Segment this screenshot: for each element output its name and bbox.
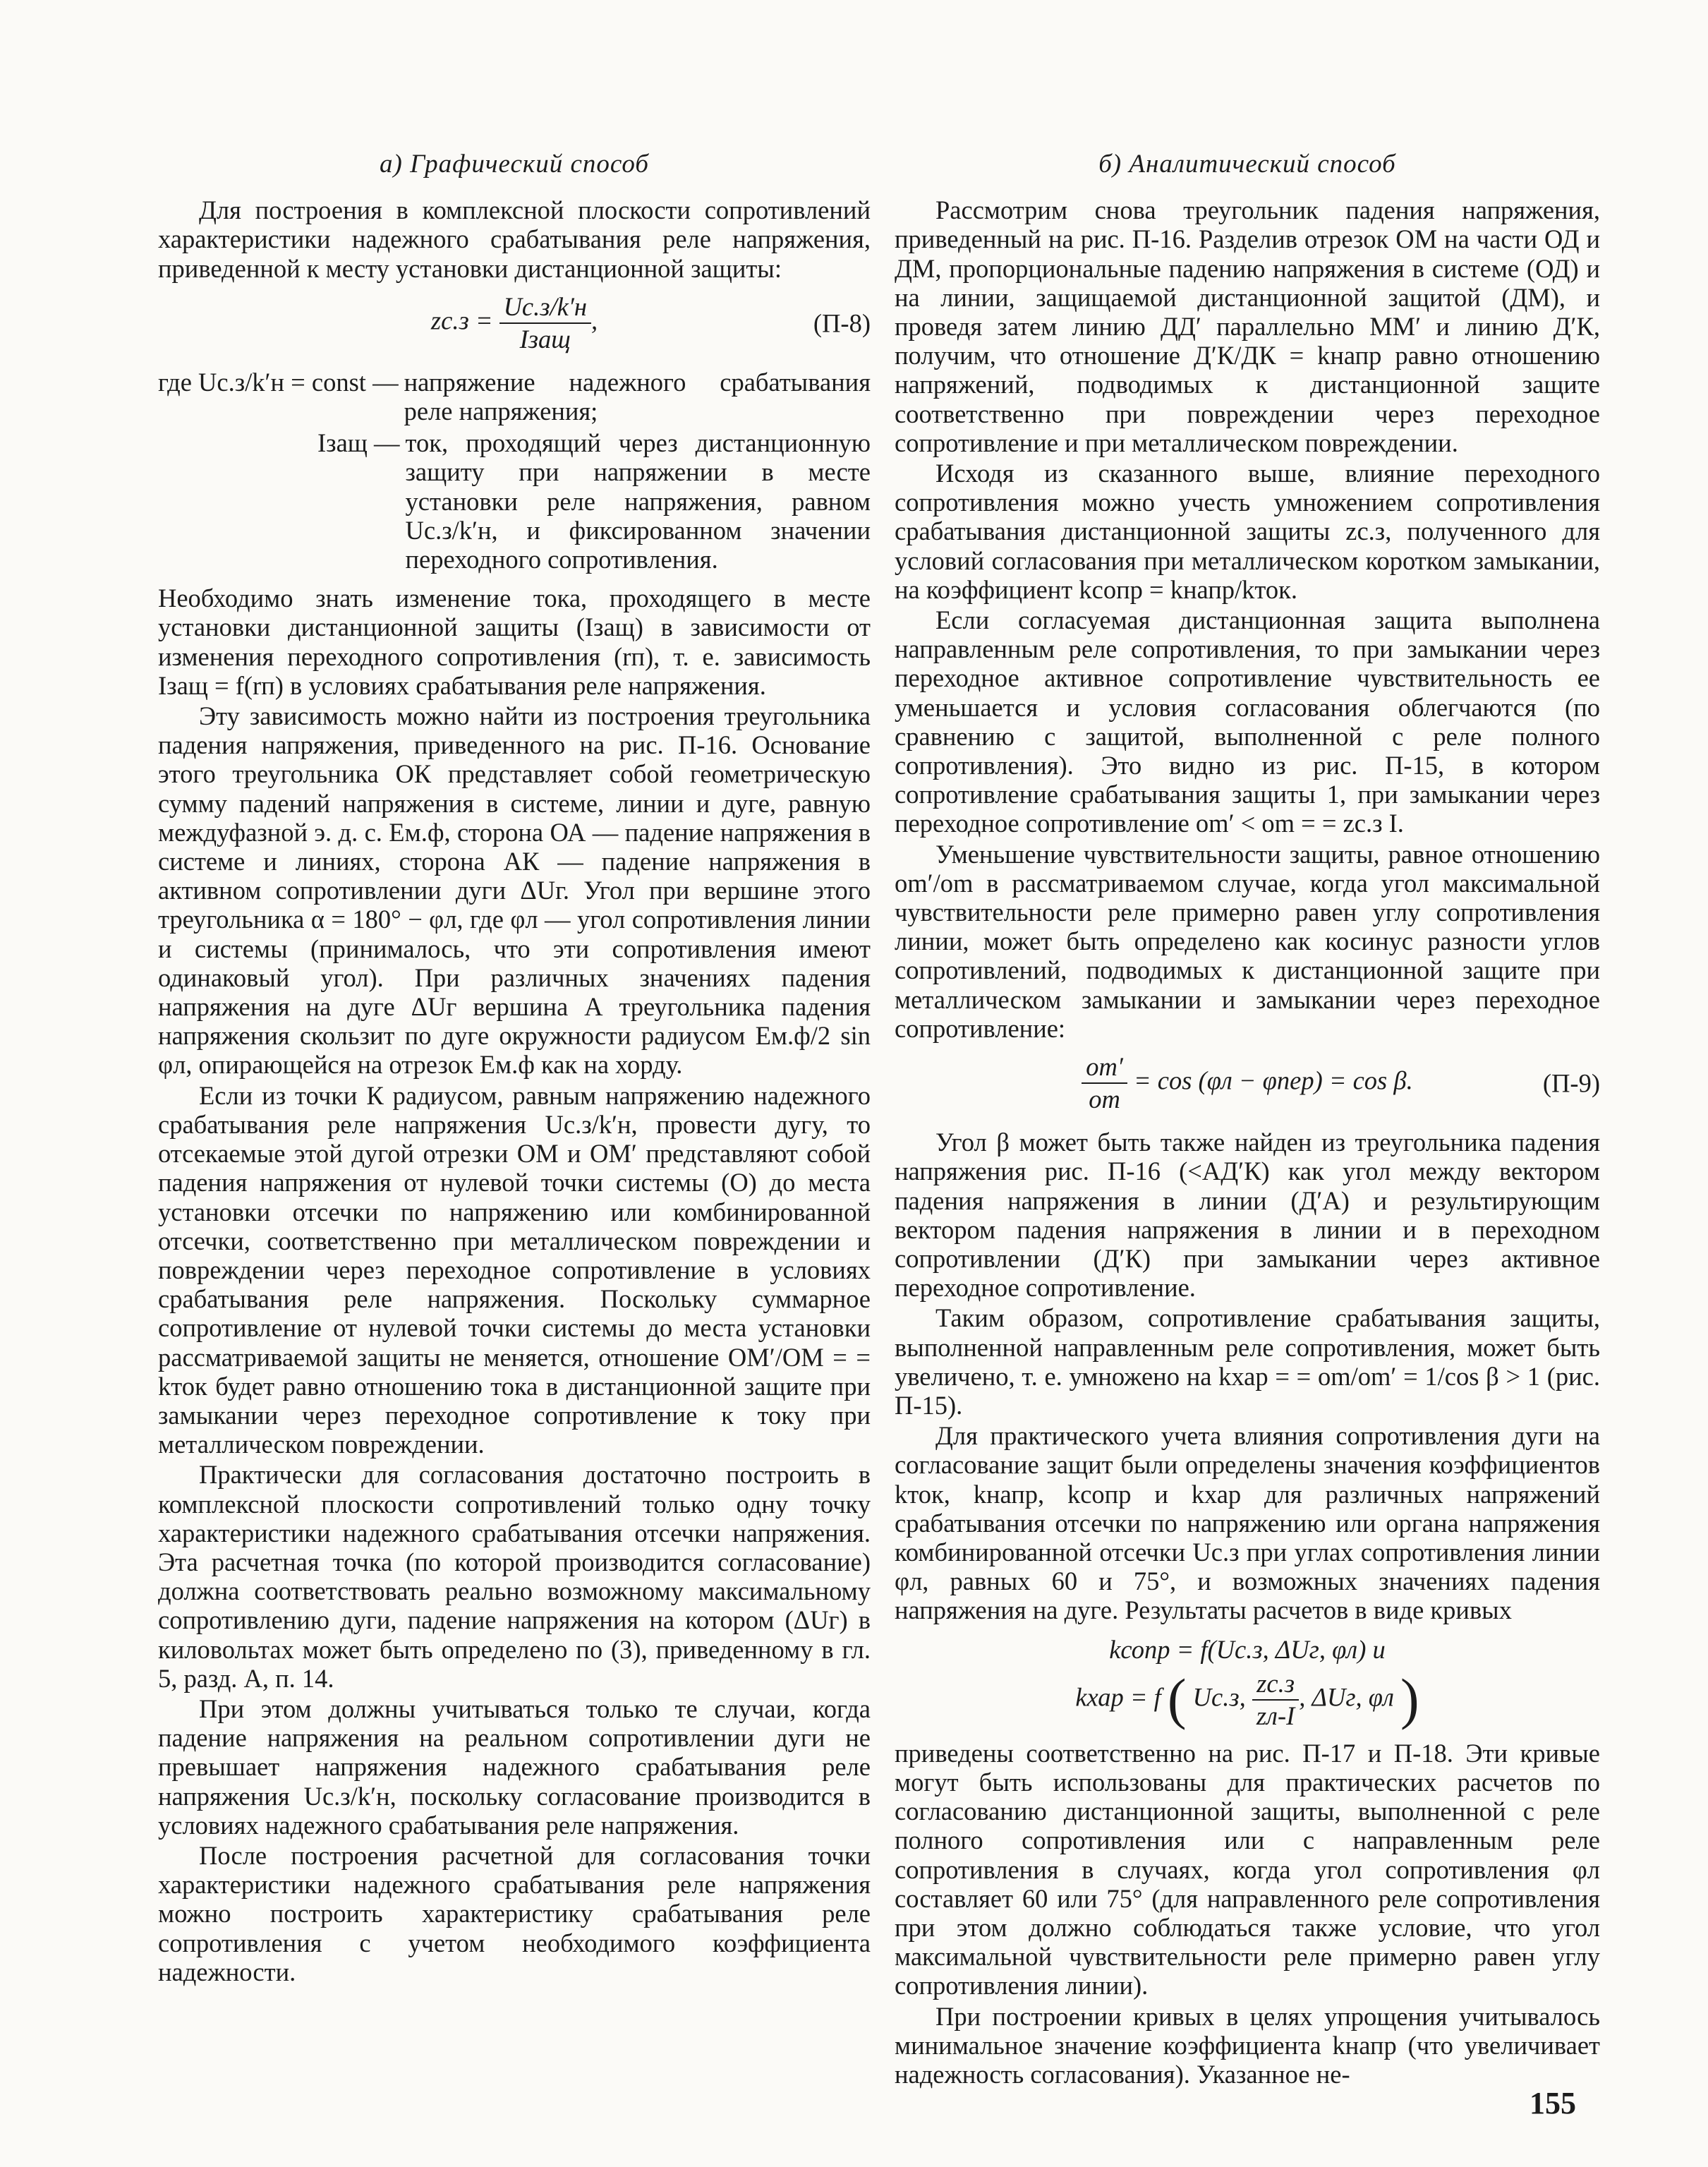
paragraph: Если из точки К радиусом, равным напряжению надежного срабатывания реле напряжения Uс.з/k′н, провести дугу, то отсекаемые этой дугой отрезки ОМ и ОМ′ представляют собой падения напряжения от нулевой точки системы (О) до места установки отсечки по напряжению или комбинированной отсечки, соответственно при металлическом повреждении и повреждении через переходное сопротивление в условиях срабатывания реле напряжения. Поскольку суммарное сопротивление от нулевой точки системы до места установки рассматриваемой защиты не меняется, отношение ОМ′/ОМ = = kток будет равно отношению тока в дистанционной защите при замыкании через переходное сопротивление к току при металлическом повреждении. bbox=[158, 1080, 871, 1459]
fraction-denominator: zл-I bbox=[1252, 1699, 1299, 1732]
formula-khar bbox=[895, 1668, 1600, 1732]
left-column bbox=[158, 150, 871, 1986]
fraction-numerator: Uс.з/k′н bbox=[503, 291, 587, 321]
paragraph: При построении кривых в целях упрощения учитывалось минимальное значение коэффициента kнапр (что увеличивает надежность согласования). Указанное не- bbox=[895, 2001, 1600, 2089]
formula-tail: , bbox=[590, 306, 598, 335]
equation-number: (П-8) bbox=[813, 308, 871, 338]
right-paren: ) bbox=[1400, 1668, 1419, 1731]
formula-arg: Uс.з, bbox=[1192, 1682, 1246, 1712]
fraction bbox=[1252, 1668, 1299, 1732]
paragraph: Необходимо знать изменение тока, проходящего в месте установки дистанционной защиты (Iзащ) в зависимости от изменения переходного сопротивления (rп), т. е. зависимость Iзащ = f(rп) в условиях срабатывания реле напряжения. bbox=[158, 584, 871, 700]
equation-number: (П-9) bbox=[1542, 1068, 1600, 1098]
fraction-denominator: om bbox=[1082, 1082, 1127, 1115]
paragraph: приведены соответственно на рис. П-17 и П-18. Эти кривые могут быть использованы для практических расчетов по согласованию дистанционной защиты, выполненной с реле полного сопротивления или с направленным реле сопротивления в случаях, когда угол сопротивления φл составляет 60 или 75° (для направленного реле сопротивления при этом должно соблюдаться также условие, что угол максимальной чувствительности реле примерно равен углу сопротивления линии). bbox=[895, 1738, 1600, 2000]
formula-p9 bbox=[895, 1051, 1600, 1115]
formula-p8 bbox=[158, 291, 871, 355]
paragraph: Если согласуемая дистанционная защита выполнена направленным реле сопротивления, то при замыкании через переходное активное сопротивление чувствительность ее уменьшается и условия согласования облегчаются (по сравнению с защитой, выполненной с реле полного сопротивления). Это видно из рис. П-15, в котором сопротивление срабатывания защиты 1, при замыкании через переходное сопротивление om′ < om = = zс.з I. bbox=[895, 605, 1600, 838]
paragraph: Для практического учета влияния сопротивления дуги на согласование защит были определены значения коэффициентов kток, kнапр, kсопр и kхар для различных напряжений срабатывания отсечки по напряжению или органа напряжения комбинированной отсечки Uс.з при углах сопротивления линии φл, равных 60 и 75°, и возможных значениях падения напряжения на дуге. Результаты расчетов в виде кривых bbox=[895, 1421, 1600, 1625]
definition-text: напряжение надежного срабатывания реле напряжения; bbox=[404, 367, 871, 426]
formula-lhs: zс.з = bbox=[430, 306, 493, 335]
definition-text: ток, проходящий через дистанционную защиту при напряжении в месте установки реле напряжения, равном Uс.з/k′н, и фиксированном значении переходного сопротивления. bbox=[405, 428, 871, 574]
paragraph: При этом должны учитываться только те случаи, когда падение напряжения на реальном сопротивлении дуги не превышает напряжения надежного срабатывания реле напряжения Uс.з/k′н, поскольку согласование производится в условиях надежного срабатывания реле напряжения. bbox=[158, 1694, 871, 1840]
formula-lhs: kхар = f bbox=[1075, 1682, 1161, 1712]
formula-text: kсопр = f(Uс.з, ΔUг, φл) и bbox=[1109, 1634, 1386, 1664]
fraction-denominator: Iзащ bbox=[499, 322, 591, 355]
paragraph: Эту зависимость можно найти из построения треугольника падения напряжения, приведенного на рис. П-16. Основание этого треугольника ОК представляет собой геометрическую сумму падений напряжения в системе, линии и дуге, равную междуфазной э. д. с. Eм.ф, сторона ОА — падение напряжения в системе и линиях, сторона АК — падение напряжения в активном сопротивлении дуги ΔUг. Угол при вершине этого треугольника α = 180° − φл, где φл — угол сопротивления линии и системы (принималось, что эти сопротивления имеют одинаковый угол). При различных значениях падения напряжения на дуге ΔUг вершина А треугольника падения напряжения скользит по дуге окружности радиусом Eм.ф/2 sin φл, опирающейся на отрезок Eм.ф как на хорду. bbox=[158, 701, 871, 1080]
definition-term: где Uс.з/k′н = const — bbox=[158, 367, 399, 397]
fraction bbox=[499, 291, 591, 355]
definition-item bbox=[158, 368, 871, 425]
paragraph: Для построения в комплексной плоскости сопротивлений характеристики надежного срабатывания реле напряжения, приведенной к месту установки дистанционной защиты: bbox=[158, 195, 871, 283]
paragraph: Рассмотрим снова треугольник падения напряжения, приведенный на рис. П-16. Разделив отрезок ОМ на части ОД и ДМ, пропорциональные падению напряжения в системе (ОД) и на линии, защищаемой дистанционной защитой (ДМ), и проведя затем линию ДД′ параллельно ММ′ и линию Д′К, получим, что отношение Д′К/ДК = kнапр равно отношению напряжений, подводимых к дистанционной защите соответственно при повреждении через переходное сопротивление и при металлическом повреждении. bbox=[895, 195, 1600, 457]
right-column bbox=[895, 150, 1600, 2089]
paragraph: Таким образом, сопротивление срабатывания защиты, выполненной направленным реле сопротивления, может быть увеличено, т. е. умножено на kхар = = om/om′ = 1/cos β > 1 (рис. П-15). bbox=[895, 1303, 1600, 1420]
fraction-numerator: om′ bbox=[1086, 1052, 1123, 1082]
formula-arg: , ΔUг, φл bbox=[1299, 1682, 1394, 1712]
page-number: 155 bbox=[1530, 2086, 1576, 2120]
formula-rhs: = cos (φл − φпер) = cos β. bbox=[1134, 1066, 1413, 1095]
section-heading-analytical: б) Аналитический способ bbox=[1098, 150, 1396, 179]
paragraph: Практически для согласования достаточно построить в комплексной плоскости сопротивлений только одну точку характеристики надежного срабатывания отсечки напряжения. Эта расчетная точка (по которой производится согласование) должна соответствовать реально возможному максимальному сопротивлению дуги, падение напряжения на котором (ΔUг) в киловольтах может быть определено по (3), приведенному в гл. 5, разд. А, п. 14. bbox=[158, 1460, 871, 1693]
fraction-numerator: zс.з bbox=[1256, 1668, 1295, 1698]
definition-term: Iзащ — bbox=[317, 428, 400, 458]
formula-ksopr bbox=[895, 1635, 1600, 1664]
left-paren: ( bbox=[1167, 1668, 1187, 1731]
paragraph: Угол β может быть также найден из треугольника падения напряжения рис. П-16 (<АД′К) как угол между вектором падения напряжения в линии (Д′А) и результирующим вектором падения напряжения в линии и в переходном сопротивлении (Д′К) при замыкании через активное переходное сопротивление. bbox=[895, 1128, 1600, 1303]
section-heading-graphical: а) Графический способ bbox=[380, 150, 649, 179]
definition-item bbox=[158, 428, 871, 574]
paragraph: Уменьшение чувствительности защиты, равное отношению om′/om в рассматриваемом случае, когда угол максимальной чувствительности реле примерно равен углу сопротивления линии, может быть определено как косинус разности углов сопротивлений, подводимых к дистанционной защите при металлическом замыкании и замыкании через переходное сопротивление: bbox=[895, 839, 1600, 1043]
fraction bbox=[1082, 1051, 1127, 1115]
paragraph: После построения расчетной для согласования точки характеристики надежного срабатывания реле напряжения можно построить характеристику срабатывания реле сопротивления с учетом необходимого коэффициента надежности. bbox=[158, 1840, 871, 1986]
paragraph: Исходя из сказанного выше, влияние переходного сопротивления можно учесть умножением сопротивления срабатывания дистанционной защиты zс.з, полученного для условий согласования при металлическом коротком замыкании, на коэффициент kсопр = kнапр/kток. bbox=[895, 459, 1600, 604]
